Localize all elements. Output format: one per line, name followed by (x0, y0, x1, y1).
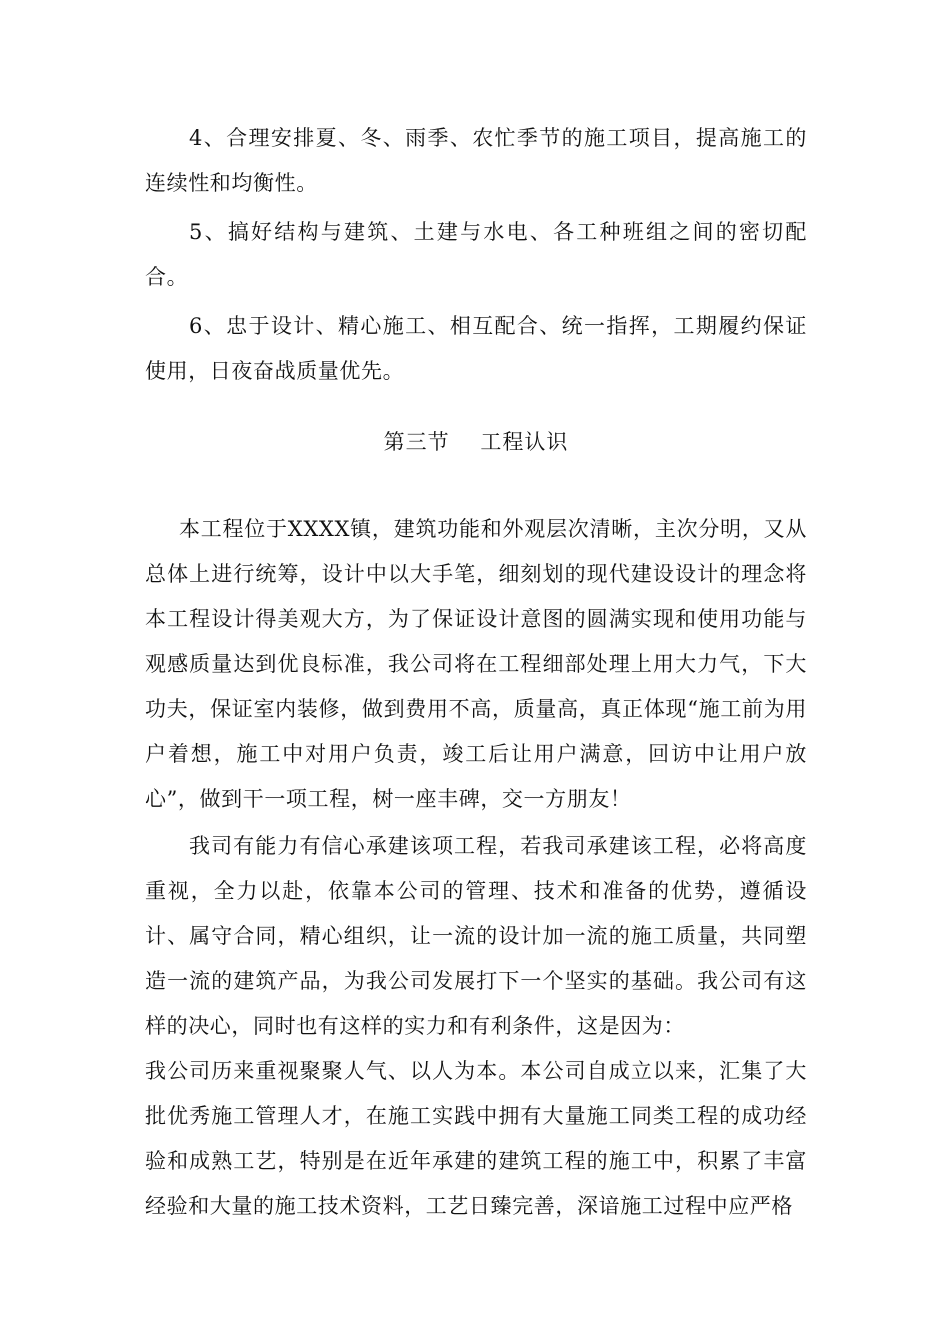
document-page (145, 116, 807, 1229)
paragraph-item-6: 6、忠于设计、精心施工、相互配合、统一指挥，工期履约保证使用，日夜奋战质量优先。 (145, 314, 807, 383)
paragraph-capability: 我司有能力有信心承建该项工程，若我司承建该工程，必将高度重视，全力以赴，依靠本公司的管理、技术和准备的优势，遵循设计、属守合同，精心组织，让一流的设计加一流的施工质量，共同塑造一流的建筑产品，为我公司发展打下一个坚实的基础。我公司有这样的决心，同时也有这样的实力和有利条件，这是因为： (145, 834, 807, 1038)
section-heading: 第三节 工程认识 (383, 430, 569, 454)
section-heading-wrap (145, 420, 807, 465)
paragraph-item-4: 4、合理安排夏、冬、雨季、农忙季节的施工项目，提高施工的连续性和均衡性。 (145, 126, 807, 195)
paragraph-company-history: 我公司历来重视聚聚人气、以人为本。本公司自成立以来，汇集了大批优秀施工管理人才，在施工实践中拥有大量施工同类工程的成功经验和成熟工艺，特别是在近年承建的建筑工程的施工中，积累了丰富经验和大量的施工技术资料，工艺日臻完善，深谙施工过程中应严格 (145, 1059, 807, 1218)
paragraph-project-overview: 本工程位于XXXX镇，建筑功能和外观层次清晰，主次分明，又从总体上进行统筹，设计中以大手笔，细刻划的现代建设设计的理念将本工程设计得美观大方，为了保证设计意图的圆满实现和使用功能与观感质量达到优良标准，我公司将在工程细部处理上用大力气，下大功夫，保证室内装修，做到费用不高，质量高，真正体现“施工前为用户着想，施工中对用户负责，竣工后让用户满意，回访中让用户放心”，做到干一项工程，树一座丰碑，交一方朋友！ (145, 517, 807, 811)
paragraph-item-5: 5、搞好结构与建筑、土建与水电、各工种班组之间的密切配合。 (145, 220, 807, 289)
